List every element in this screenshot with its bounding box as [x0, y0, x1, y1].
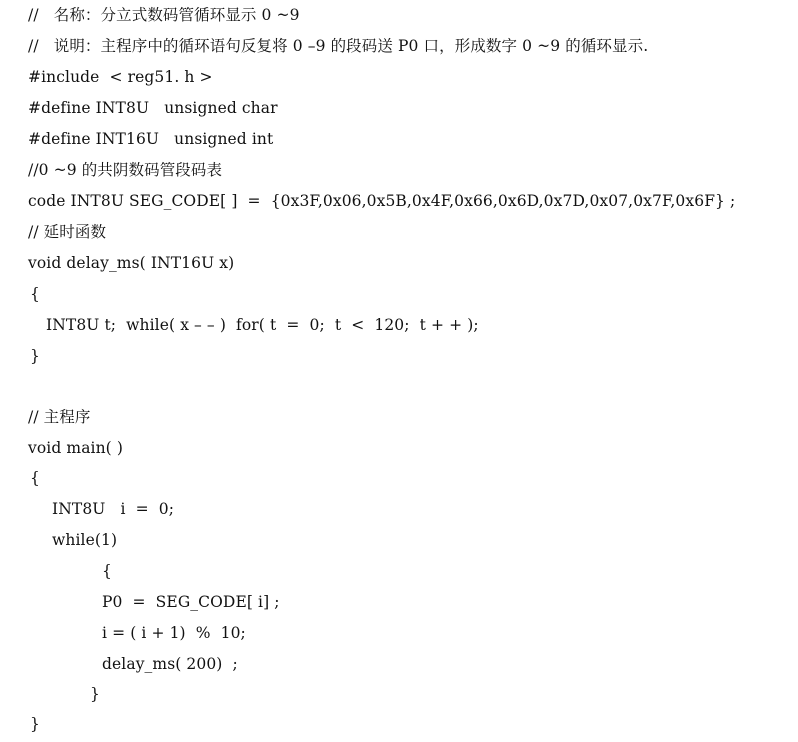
main-function-signature: void main( ) — [28, 439, 123, 457]
delay-call: delay_ms( 200) ; — [102, 655, 238, 673]
include-directive: #include < reg51. h > — [28, 68, 213, 86]
main-close-brace: } — [30, 715, 40, 733]
main-open-brace: { — [30, 469, 40, 487]
delay-body: INT8U t; while( x – – ) for( t = 0; t < 120; t + + ); — [46, 316, 479, 334]
comment-title: // 名称：分立式数码管循环显示 0 ~9 — [28, 6, 300, 24]
comment-segment-table: //0 ~9 的共阴数码管段码表 — [28, 161, 223, 179]
seg-code-array: code INT8U SEG_CODE[ ] = {0x3F,0x06,0x5B,0x4F,0x66,0x6D,0x7D,0x07,0x7F,0x6F} ; — [28, 192, 736, 210]
comment-delay: // 延时函数 — [28, 223, 107, 241]
index-increment: i = ( i + 1) % 10; — [102, 624, 246, 642]
define-int16u: #define INT16U unsigned int — [28, 130, 274, 148]
main-variable-declaration: INT8U i = 0; — [52, 500, 175, 518]
comment-description: // 说明：主程序中的循环语句反复将 0 –9 的段码送 P0 口，形成数字 0 ~9 的循环显示. — [28, 37, 649, 55]
define-int8u: #define INT8U unsigned char — [28, 99, 278, 117]
port-assignment: P0 = SEG_CODE[ i] ; — [102, 593, 280, 611]
delay-close-brace: } — [30, 347, 40, 365]
while-loop-header: while(1) — [52, 531, 118, 549]
while-close-brace: } — [90, 685, 100, 703]
comment-main: // 主程序 — [28, 408, 91, 426]
delay-open-brace: { — [30, 285, 40, 303]
while-open-brace: { — [102, 562, 112, 580]
delay-function-signature: void delay_ms( INT16U x) — [28, 254, 235, 272]
